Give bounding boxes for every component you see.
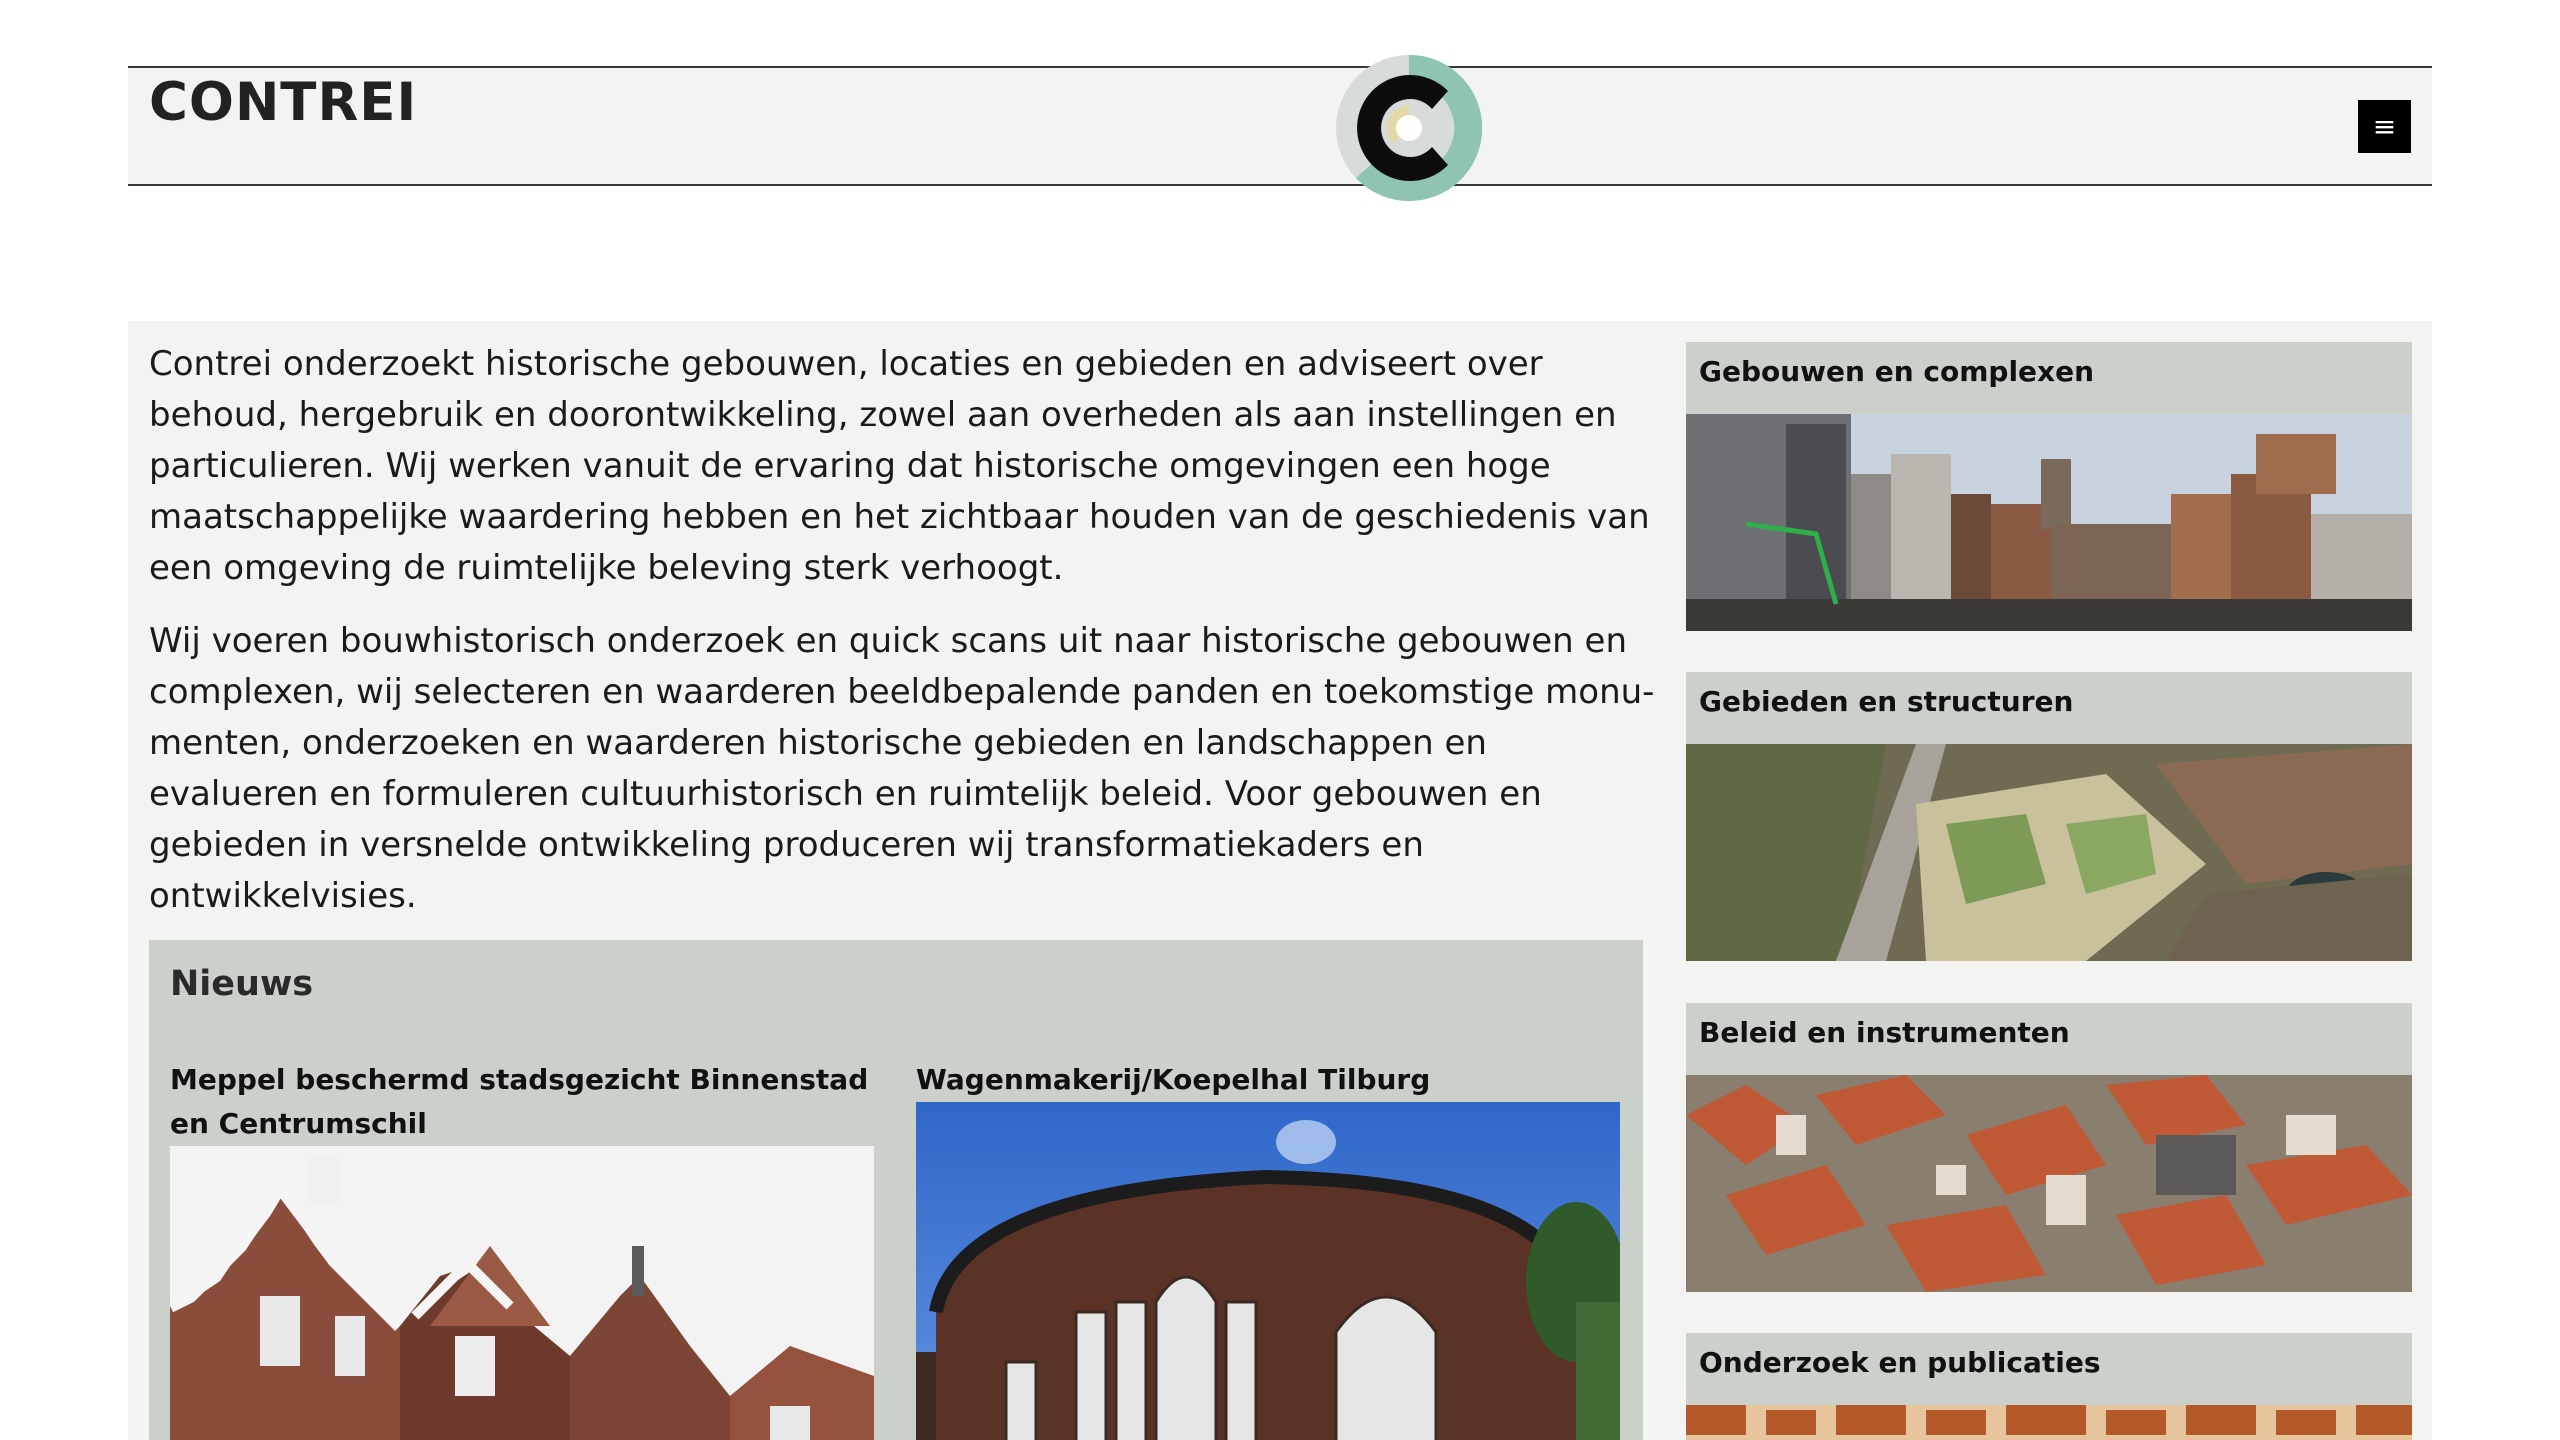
- news-item-title[interactable]: Wagenmakerij/Koepelhal Tilburg: [916, 1063, 1431, 1096]
- hamburger-icon: ≡: [2372, 109, 2397, 143]
- intro-paragraph-1: Contrei onderzoekt historische gebouwen, locaties en gebieden en adviseert over behoud, hergebruik en doorontwikkeling, zowel aan overheden als aan instellingen en particulieren. Wij werken vanuit de ervaring dat historische omgevingen een hoge maatschappelijke waardering hebben en het zichtbaar houden van de geschiedenis van een omgeving de ruimtelijke beleving sterk verhoogt.: [149, 344, 1650, 588]
- card-onderzoek[interactable]: [1686, 1333, 2412, 1440]
- card-gebouwen[interactable]: [1686, 342, 2412, 631]
- intro-text: [149, 339, 1659, 944]
- news-item-tilburg[interactable]: [916, 1058, 1620, 1102]
- card-image-onderzoek[interactable]: [1686, 1405, 2412, 1440]
- card-image-gebieden[interactable]: [1686, 744, 2412, 961]
- news-section: [149, 940, 1643, 1440]
- contrei-logo[interactable]: [1336, 55, 1482, 201]
- site-header: [128, 66, 2432, 186]
- intro-paragraph-2: Wij voeren bouwhistorisch onderzoek en quick scans uit naar historische gebouwen en complexen, wij selecteren en waarderen beeldbepalende panden en toekomstige monumenten, onderzoeken en waarderen historische gebieden en landschappen en evalueren en formuleren cultuurhistorisch en ruimtelijk beleid. Voor gebouwen en gebieden in versnelde ontwikkeling produceren wij transformatiekaders en ontwikkelvisies.: [149, 621, 1655, 916]
- news-image-tilburg[interactable]: [916, 1102, 1620, 1440]
- main-content: [128, 321, 2432, 1440]
- news-image-meppel[interactable]: [170, 1146, 874, 1440]
- card-image-beleid[interactable]: [1686, 1075, 2412, 1292]
- site-brand[interactable]: CONTREI: [149, 72, 418, 133]
- news-item-meppel[interactable]: [170, 1058, 874, 1146]
- news-item-title[interactable]: Meppel beschermd stadsgezicht Binnenstad en Centrumschil: [170, 1063, 869, 1140]
- card-gebieden[interactable]: [1686, 672, 2412, 961]
- menu-button[interactable]: [2358, 100, 2411, 153]
- news-heading: Nieuws: [170, 964, 314, 1004]
- card-title[interactable]: Beleid en instrumenten: [1686, 1003, 2412, 1075]
- card-beleid[interactable]: [1686, 1003, 2412, 1292]
- card-title[interactable]: Gebieden en structuren: [1686, 672, 2412, 744]
- card-image-gebouwen[interactable]: [1686, 414, 2412, 631]
- card-title[interactable]: Onderzoek en publicaties: [1686, 1333, 2412, 1405]
- card-title[interactable]: Gebouwen en complexen: [1686, 342, 2412, 414]
